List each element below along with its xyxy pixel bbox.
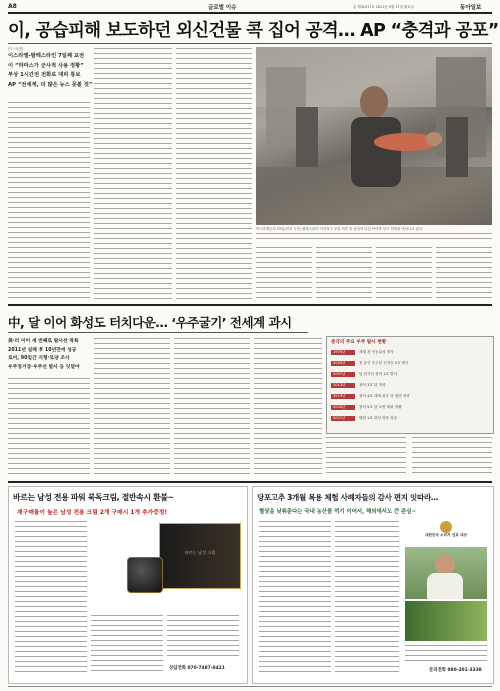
story1-column-5 [316, 247, 372, 300]
timeline-text: 첫 유인 우주선 선저우 5호 발사 [359, 361, 409, 365]
subhead-3: 로버, 90일간 지형·토양 조사 [8, 356, 70, 361]
timeline-row [327, 358, 493, 369]
story2-column-2 [94, 338, 170, 476]
ad-phone: 문의전화 080-201-3338 [429, 668, 482, 673]
story1-column-2 [94, 48, 172, 300]
product-box [159, 523, 241, 589]
ad-subtitle: 혈당을 낮춰준다는 국내 농산물 먹기 이어서, 해외에서도 큰 관심~ [259, 509, 416, 515]
left-advertisement [8, 486, 248, 684]
timeline-title: 중국의 주요 우주 탐사 현황 [331, 340, 387, 345]
subhead-1: 이스라엘-팔레스타인 7일째 교전 [8, 53, 85, 59]
ad-logo [405, 521, 487, 545]
timeline-text: 창어 4호 세계 최초 달 뒷면 착륙 [359, 394, 410, 398]
paper-logo: 동아일보 [460, 5, 482, 11]
edition-info: 총 제31017호 2021년 5월 17일 월요일 [353, 5, 414, 9]
story1-photo-caption [256, 227, 492, 243]
ad-subtitle: 재구매율이 높은 남성 전용 크림 2개 구매시 1개 추가증정! [17, 510, 168, 516]
story2-subheads [8, 338, 90, 372]
subhead-4: 우주정거장·우주선 발사 등 잇달아 [8, 364, 80, 370]
story1-subheads [8, 47, 93, 90]
timeline-text: 창어 3호 달 착륙 [359, 383, 386, 387]
subhead-2: 이 “하마스가 군사적 사용 정황” [8, 62, 84, 69]
timeline-text: 달 탐사선 창어 1호 발사 [359, 372, 398, 376]
timeline-text: 세계 첫 인공위성 발사 [359, 350, 394, 354]
award-label: 대한민국 소비자 선호 대상 [425, 533, 467, 537]
timeline-year: 1970년 [331, 350, 355, 355]
right-advertisement [252, 486, 494, 684]
byline: (이스라엘) [8, 47, 24, 51]
section-title: 글로벌 이슈 [208, 5, 237, 11]
timeline-row [327, 347, 493, 358]
story1-column-7 [436, 247, 492, 300]
ad-body-3 [167, 615, 239, 657]
story1-rule [8, 43, 492, 44]
timeline-text: 창어 5호 달 토양 채취 귀환 [359, 405, 402, 409]
timeline-year: 2003년 [331, 361, 355, 366]
product-photo [405, 601, 487, 641]
story1-column-6 [376, 247, 432, 300]
subhead-3: 부상 1시간전 전화로 대피 통보 [8, 72, 81, 78]
timeline-year: 2020년 [331, 405, 355, 410]
story1-column-4 [256, 247, 312, 300]
timeline-year: 2021년 [331, 416, 355, 421]
timeline-row [327, 402, 493, 413]
subhead-1: 美·러 이어 세 번째로 탐사선 착륙 [8, 339, 79, 344]
story1-photo [256, 47, 492, 225]
masthead-rule [8, 12, 492, 14]
timeline-row [327, 369, 493, 380]
masthead [8, 3, 492, 11]
subhead-4: AP “전세계, 더 많은 뉴스 못볼 것” [8, 81, 93, 88]
story1-column-1 [8, 102, 90, 300]
caption-text: 이스라엘군의 15일(현지 시간) 팔레스타인 가자지구 공습 직후 한 남성이 다친 아이를 안고 현장을 벗어나고 있다. [256, 227, 424, 231]
story2-column-3 [174, 338, 250, 476]
ad-body-1 [15, 521, 87, 676]
story1-column-3 [176, 48, 252, 300]
ad-phone: 상담전화 070-7487-0421 [169, 666, 225, 671]
story-divider [8, 304, 492, 306]
timeline-row [327, 413, 493, 424]
story1-headline [8, 17, 499, 41]
ad-title: 당포고추 3개월 복용 체험 사례자들의 감사 편지 잇따라… [257, 493, 439, 502]
timeline-year: 2019년 [331, 394, 355, 399]
timeline-box [326, 336, 494, 434]
story2-column-6 [412, 437, 492, 476]
page-number: A8 [8, 3, 17, 10]
ad-body-1 [259, 521, 331, 676]
timeline-text: 톈원 1호 화성 착륙 성공 [359, 416, 398, 420]
ad-body-2 [335, 521, 399, 676]
timeline-year: 2007년 [331, 372, 355, 377]
timeline-row [327, 380, 493, 391]
story2-headline [8, 312, 492, 330]
headline-text: 中, 달 이어 화성도 터치다운… ‘우주굴기’ 전세계 과시 [8, 315, 292, 330]
subhead-2: 2011년 실패 후 10년만에 성공 [8, 347, 77, 353]
photo-scene [256, 47, 492, 225]
footer-rule [8, 686, 492, 687]
story2-column-4 [254, 338, 322, 476]
ad-title: 바르는 남성 전용 파워 북독크림, 절반속시 환불~ [13, 493, 174, 502]
story2-column-1 [8, 378, 90, 476]
ads-divider [8, 481, 492, 483]
product-name: 바르는 남성 크림 [184, 550, 216, 555]
headline-text: 이, 공습피해 보도하던 외신건물 콕 집어 공격… AP “충격과 공포” [8, 21, 499, 41]
timeline-row [327, 391, 493, 402]
award-seal-icon [440, 521, 452, 533]
timeline-year: 2013년 [331, 383, 355, 388]
farmer-photo [405, 547, 487, 599]
ad-body-2 [91, 615, 163, 675]
product-jar [127, 557, 163, 593]
caption-more [256, 233, 492, 243]
ad-body-3 [405, 645, 487, 663]
story2-rule [8, 332, 308, 333]
story2-column-5 [326, 437, 406, 476]
